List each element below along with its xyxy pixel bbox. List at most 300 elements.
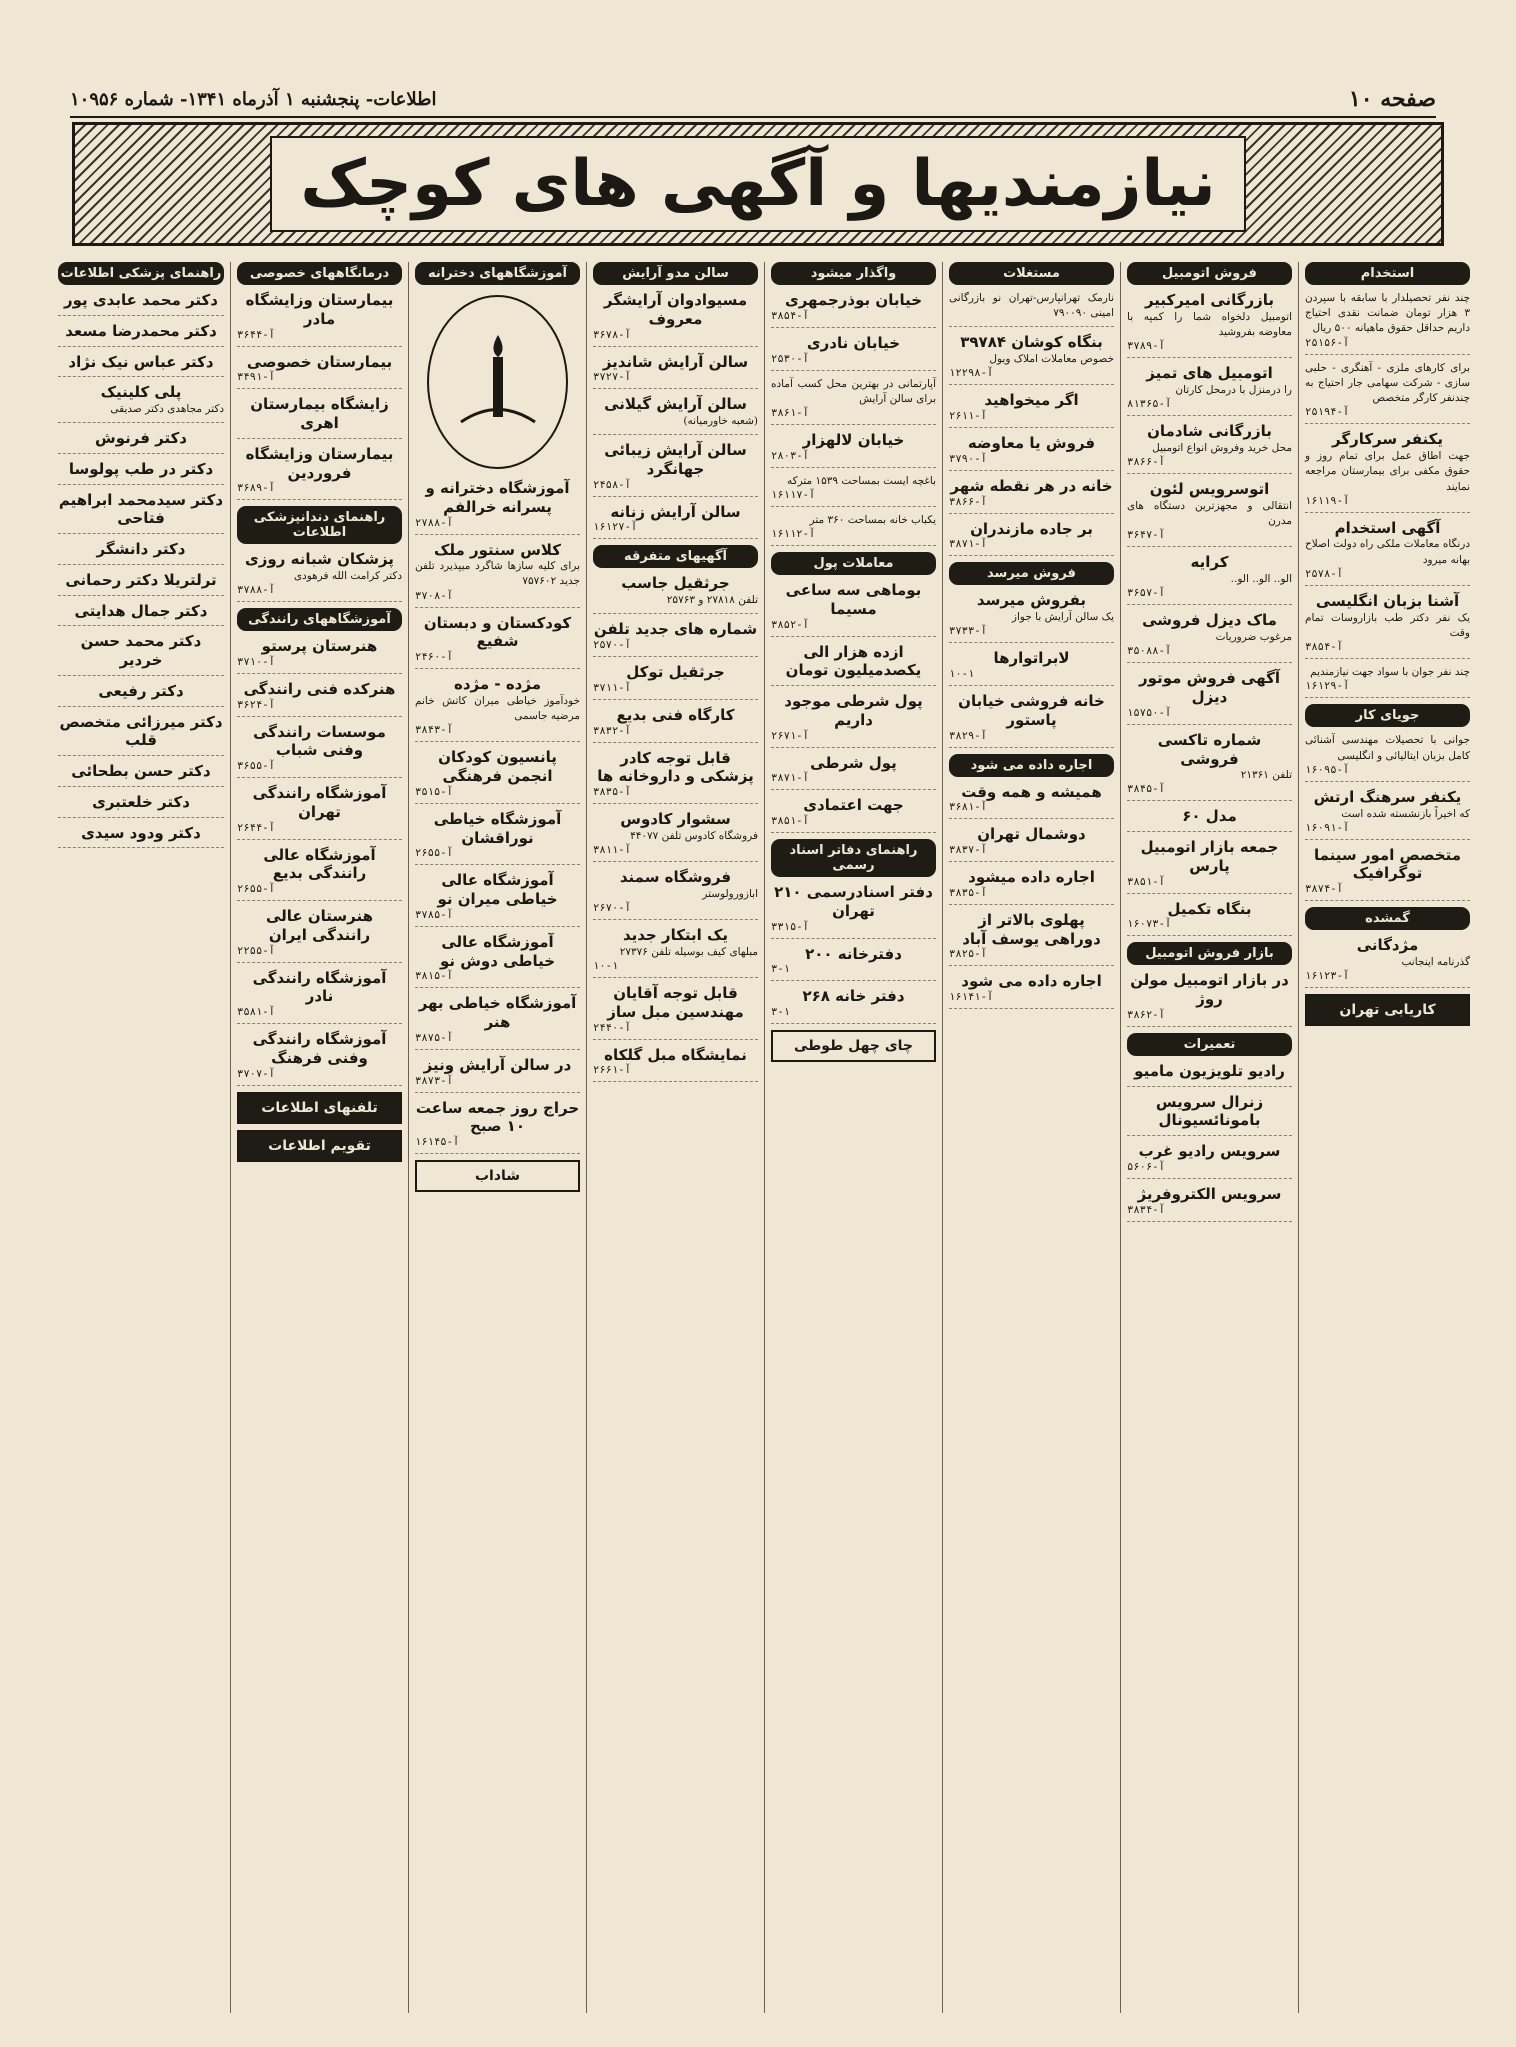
ad-code: آ-۱۶۰۷۳ bbox=[1127, 918, 1172, 931]
classified-ad bbox=[593, 353, 758, 390]
ad-body: مبلهای کیف بوسیله تلفن ۲۷۳۷۶ bbox=[619, 945, 758, 958]
classified-ad bbox=[771, 431, 936, 468]
ad-heading: مسیوادوان آرایشگر معروف bbox=[603, 291, 748, 328]
ad-code: آ-۳۸۱۱ bbox=[593, 844, 631, 857]
classified-ad bbox=[1127, 731, 1292, 802]
display-ad-box: شاداب bbox=[415, 1160, 580, 1192]
ad-code: آ-۳۸۷۵ bbox=[415, 1031, 453, 1044]
ad-heading: دکتر محمدرضا مسعد bbox=[65, 321, 217, 340]
ad-heading: آموزشگاه عالی خیاطی میران نو bbox=[437, 871, 558, 909]
banner-title: نیازمندیها و آگهی های کوچک bbox=[270, 136, 1245, 232]
ad-body: دکتر کرامت الله فرهودی bbox=[293, 570, 402, 582]
classified-ad bbox=[1127, 807, 1292, 832]
classified-ad bbox=[1305, 361, 1470, 425]
classified-ad bbox=[58, 353, 224, 378]
ad-code: آ-۳۸۳۴ bbox=[1127, 1203, 1165, 1216]
ad-body: (شعبه خاورمیانه) bbox=[683, 415, 758, 427]
classified-ad bbox=[1305, 430, 1470, 512]
classified-ad bbox=[593, 441, 758, 497]
classified-ad bbox=[949, 434, 1114, 471]
ad-code: ۱۰-۱ bbox=[593, 960, 619, 973]
ad-heading: بیمارستان وزایشگاه مادر bbox=[245, 291, 394, 328]
ad-heading: در بازار اتومبیل مولن روژ bbox=[1130, 971, 1289, 1009]
classified-ad bbox=[949, 649, 1114, 686]
ad-heading: شماره تاکسی فروشی bbox=[1157, 730, 1262, 768]
classified-ad bbox=[58, 429, 224, 454]
ad-body: یکباب خانه بمساحت ۳۶۰ متر bbox=[809, 513, 936, 526]
section-header: گمشده bbox=[1305, 907, 1470, 930]
classified-column bbox=[230, 262, 408, 2013]
ad-heading: یک ابتکار جدید bbox=[622, 926, 729, 945]
ad-code: آ-۳۵۱۵ bbox=[415, 785, 453, 798]
classified-ad bbox=[771, 643, 936, 687]
classified-ad bbox=[593, 926, 758, 978]
ad-heading: آگهی فروش موتور دیزل bbox=[1139, 669, 1280, 706]
ad-heading: کودکستان و دبستان شفیع bbox=[423, 613, 572, 651]
classified-ad bbox=[771, 474, 936, 507]
classified-ad bbox=[1127, 669, 1292, 725]
ad-body: نارمک تهرانپارس-تهران نو بازرگانی امینی ۷۹۰۰۹۰ bbox=[949, 292, 1114, 320]
ad-heading: زنرال سرویس بامونائسیونال bbox=[1155, 1092, 1264, 1130]
ad-code: ۳-۱ bbox=[771, 963, 790, 976]
classified-ad bbox=[1305, 846, 1470, 902]
classified-ad bbox=[1305, 519, 1470, 586]
ad-heading: سرویس الکتروفریژ bbox=[1137, 1184, 1282, 1203]
classified-ad bbox=[237, 445, 402, 501]
ad-body: جوانی با تحصیلات مهندسی آشنائی کامل بزبان ایتالیائی و انگلیسی bbox=[1305, 734, 1470, 762]
classified-ad bbox=[949, 692, 1114, 748]
classified-ad bbox=[415, 933, 580, 989]
ad-heading: کارگاه فنی بدیع bbox=[616, 705, 735, 724]
ad-heading: فروشگاه سمند bbox=[619, 868, 732, 887]
ad-heading: کرایه bbox=[1190, 553, 1229, 572]
ad-code: آ-۳۶۸۹ bbox=[237, 482, 275, 495]
ad-code: آ-۲۴۵۸ bbox=[593, 478, 631, 491]
classified-ad bbox=[1127, 900, 1292, 937]
section-header: آموزشگاههای رانندگی bbox=[237, 608, 402, 631]
classified-ad bbox=[1127, 1093, 1292, 1137]
ad-heading: هنرستان پرستو bbox=[261, 637, 378, 656]
classified-ad bbox=[415, 541, 580, 608]
ad-heading: بیمارستان خصوصی bbox=[246, 352, 393, 371]
ad-code: آ-۳۵۰۸۸ bbox=[1127, 645, 1172, 658]
ad-body: جهت اطاق عمل برای تمام روز و حقوق مکفی برای بیمارستان مراجعه نمایند bbox=[1305, 450, 1470, 493]
ad-code: آ-۳۸۶۶ bbox=[949, 495, 987, 508]
ad-heading: شماره های جدید تلفن bbox=[593, 620, 758, 639]
display-ad-box: تقویم اطلاعات bbox=[237, 1130, 402, 1162]
classified-ad bbox=[1127, 291, 1292, 358]
ad-code: آ-۱۶۱۱۲ bbox=[771, 528, 816, 541]
classified-ad bbox=[1305, 665, 1470, 698]
classified-ad bbox=[593, 1046, 758, 1083]
ad-code: آ-۳۸۵۲ bbox=[771, 618, 809, 631]
ad-heading: خانه در هر نقطه شهر bbox=[950, 476, 1113, 495]
classified-ad bbox=[949, 868, 1114, 905]
classifieds-banner bbox=[72, 122, 1444, 246]
ad-heading: هنرکده فنی رانندگی bbox=[243, 679, 396, 698]
ad-heading: رادیو تلویزیون مامیو bbox=[1134, 1061, 1285, 1080]
ad-code: آ-۳۵۸۱ bbox=[237, 1006, 275, 1019]
classified-ad bbox=[1127, 1142, 1292, 1179]
ad-body: برای کلیه سازها شاگرد میپذیرد تلفن جدید ۷۵۷۶۰۲ bbox=[415, 560, 580, 588]
ad-body: گذرنامه اینجانب bbox=[1401, 955, 1470, 968]
ad-body: دکتر مجاهدی دکتر صدیقی bbox=[110, 403, 224, 415]
classified-columns bbox=[40, 262, 1476, 2013]
section-header: بازار فروش اتومبیل bbox=[1127, 942, 1292, 965]
ad-heading: آموزشگاه عالی رانندگی بدیع bbox=[263, 845, 376, 883]
ad-code: آ-۳۷۸۸ bbox=[237, 584, 275, 597]
ad-heading: دکتر محمد حسن خردیر bbox=[80, 632, 202, 670]
section-header: سالن مدو آرایش bbox=[593, 262, 758, 285]
ad-code: آ-۲۴۶۰ bbox=[415, 651, 453, 664]
section-header: واگذار میشود bbox=[771, 262, 936, 285]
ad-heading: جمعه بازار اتومبیل پارس bbox=[1140, 838, 1279, 875]
ad-body: ابازورولوستر bbox=[702, 887, 758, 900]
ad-body: آپارتمانی در بهترین محل کسب آماده برای سالن آرایش bbox=[771, 377, 936, 405]
ad-heading: دفتر اسنادرسمی ۲۱۰ تهران bbox=[774, 883, 933, 920]
ad-heading: بر جاده مازندران bbox=[970, 519, 1093, 538]
ad-heading: خیابان لالهزار bbox=[802, 430, 905, 449]
classified-ad bbox=[771, 883, 936, 939]
classified-ad bbox=[58, 491, 224, 535]
ad-code: آ-۳۸۶۶ bbox=[1127, 456, 1165, 469]
ad-code: آ-۳۸۳۵ bbox=[949, 886, 987, 899]
ad-heading: بفروش میرسد bbox=[976, 591, 1087, 610]
section-header: آموزشگاههای دخترانه bbox=[415, 262, 580, 285]
ad-heading: اتوسرویس لئون bbox=[1149, 480, 1270, 499]
ad-heading: جرثقیل توکل bbox=[626, 663, 725, 682]
classified-ad bbox=[1305, 592, 1470, 659]
classified-ad bbox=[237, 550, 402, 602]
ad-heading: دکتر جمال هدایتی bbox=[74, 601, 208, 620]
ad-code: آ-۳۳۱۵ bbox=[771, 920, 809, 933]
ad-heading: پلی کلینیک bbox=[100, 383, 182, 402]
ad-code: آ-۵۶۰۶ bbox=[1127, 1160, 1165, 1173]
ad-heading: بوماهی سه ساعی مسیما bbox=[785, 581, 922, 618]
ad-body: را درمنزل با درمحل کارتان bbox=[1175, 383, 1292, 396]
ad-heading: لابراتوارها bbox=[993, 649, 1070, 668]
ad-heading: هنرستان عالی رانندگی ایران bbox=[265, 907, 374, 944]
classified-ad bbox=[237, 969, 402, 1025]
ad-code: آ-۳۷۳۳ bbox=[949, 625, 987, 638]
ad-heading: سالن آرایش زیبائی جهانگرد bbox=[604, 441, 747, 478]
classified-ad bbox=[58, 632, 224, 676]
ad-code: آ-۳۶۷۸ bbox=[593, 328, 631, 341]
classified-ad bbox=[1127, 1185, 1292, 1222]
ad-heading: بنگاه کوشان ۳۹۷۸۴ bbox=[960, 333, 1103, 352]
ad-heading: دکتر محمد عابدی پور bbox=[64, 291, 218, 309]
classified-ad bbox=[949, 591, 1114, 643]
ad-code: آ-۳۶۵۷ bbox=[1127, 587, 1165, 600]
classified-ad bbox=[237, 907, 402, 963]
classified-column bbox=[52, 262, 230, 2013]
classified-ad bbox=[949, 972, 1114, 1009]
ad-body: الو.. الو.. الو.. bbox=[1230, 573, 1292, 586]
ad-code: آ-۱۶۰۹۵ bbox=[1305, 763, 1350, 776]
ad-body: تلفن ۲۱۳۶۱ bbox=[1240, 769, 1292, 782]
classified-ad bbox=[237, 846, 402, 902]
classified-ad bbox=[593, 868, 758, 920]
ad-code: آ-۱۶۱۴۱ bbox=[949, 991, 994, 1004]
classified-ad bbox=[58, 682, 224, 707]
ad-body: مرغوب ضروریات bbox=[1215, 631, 1292, 644]
ad-code: آ-۳۸۷۳ bbox=[415, 1074, 453, 1087]
ad-heading: دکتر رفیعی bbox=[98, 681, 184, 700]
classified-ad bbox=[949, 477, 1114, 514]
classified-ad bbox=[949, 825, 1114, 862]
classified-ad bbox=[415, 994, 580, 1050]
classified-column bbox=[1298, 262, 1476, 2013]
classified-ad bbox=[415, 1056, 580, 1093]
ad-heading: آموزشگاه رانندگی تهران bbox=[252, 784, 387, 821]
display-ad-box: تلفنهای اطلاعات bbox=[237, 1092, 402, 1124]
ad-heading: یکنفر سرکارگر bbox=[1332, 430, 1443, 449]
ad-code: آ-۲۷۸۸ bbox=[415, 516, 453, 529]
ad-body: اتومبیل دلخواه شما را کمپه با معاوضه بفروشید bbox=[1127, 310, 1292, 338]
ad-heading: دوشمال تهران bbox=[977, 825, 1086, 844]
ad-code: آ-۳۷۰۸ bbox=[415, 589, 453, 602]
section-header: استخدام bbox=[1305, 262, 1470, 285]
classified-ad bbox=[949, 520, 1114, 557]
ad-heading: زایشگاه بیمارستان اهری bbox=[250, 395, 389, 432]
ad-heading: جرثقیل جاسب bbox=[621, 574, 730, 593]
classified-ad bbox=[237, 680, 402, 717]
classified-ad bbox=[58, 322, 224, 347]
section-header: راهنمای دفاتر اسناد رسمی bbox=[771, 839, 936, 877]
ad-code: آ-۲۵۷۸ bbox=[1305, 567, 1343, 580]
ad-heading: ترلتریلا دکتر رحمانی bbox=[65, 570, 217, 589]
ad-code: آ-۳۸۵۱ bbox=[1127, 875, 1165, 888]
section-header: راهنمای دندانپزشکی اطلاعات bbox=[237, 506, 402, 544]
classified-ad bbox=[58, 793, 224, 818]
classified-ad bbox=[593, 984, 758, 1040]
classified-ad bbox=[58, 602, 224, 627]
classified-ad bbox=[1127, 364, 1292, 416]
classified-column bbox=[1120, 262, 1298, 2013]
ad-code: آ-۳۴۹۱ bbox=[237, 371, 275, 384]
ad-code: آ-۲۶۷۰ bbox=[593, 902, 631, 915]
ad-code: آ-۳۸۷۱ bbox=[771, 772, 809, 785]
ad-code: آ-۳۶۴۴ bbox=[237, 328, 275, 341]
ad-code: آ-۲۶۱۱ bbox=[949, 410, 987, 423]
ad-heading: اتومبیل های تمیز bbox=[1146, 364, 1273, 383]
classified-ad bbox=[771, 796, 936, 833]
section-header: درمانگاههای خصوصی bbox=[237, 262, 402, 285]
classified-ad bbox=[949, 333, 1114, 385]
ad-heading: آموزشگاه عالی خیاطی دوش نو bbox=[439, 932, 556, 970]
ad-code: آ-۱۶۰۹۱ bbox=[1305, 821, 1350, 834]
ad-heading: مژدگانی bbox=[1356, 936, 1419, 955]
ad-heading: سشوار کادوس bbox=[620, 810, 731, 829]
ad-heading: پزشکان شبانه روزی bbox=[245, 550, 394, 569]
classified-column bbox=[408, 262, 586, 2013]
classified-ad bbox=[771, 945, 936, 982]
ad-body: چند نفر تحصیلدار با سابقه با سپردن ۳ هزار تومان ضمانت نقدی احتیاج داریم حداقل حقوق ماهیانه ۵۰۰ ریال bbox=[1305, 292, 1470, 335]
ad-code: آ-۳۸۶۱ bbox=[771, 406, 809, 419]
classified-ad bbox=[1127, 838, 1292, 894]
classified-ad bbox=[1305, 936, 1470, 988]
classified-ad bbox=[771, 987, 936, 1024]
ad-heading: در سالن آرایش ونیز bbox=[423, 1055, 572, 1074]
section-header: فروش میرسد bbox=[949, 562, 1114, 585]
classified-ad bbox=[771, 377, 936, 425]
classified-ad bbox=[771, 291, 936, 328]
ad-code: آ-۳۸۱۵ bbox=[415, 970, 453, 983]
ad-body: خصوص معاملات املاک ویول bbox=[989, 353, 1114, 366]
classified-ad bbox=[771, 513, 936, 546]
section-header: معاملات پول bbox=[771, 552, 936, 575]
ad-heading: ماک دیزل فروشی bbox=[1142, 611, 1277, 630]
ad-code: آ-۲۶۷۱ bbox=[771, 729, 809, 742]
classified-ad bbox=[237, 291, 402, 347]
classified-ad bbox=[1305, 733, 1470, 781]
section-header: فروش اتومبیل bbox=[1127, 262, 1292, 285]
ad-code: آ-۳۷۸۹ bbox=[1127, 340, 1165, 353]
ad-heading: دکتر میرزائی متخصص قلب bbox=[59, 712, 223, 750]
classified-ad bbox=[415, 675, 580, 742]
classified-ad bbox=[1305, 291, 1470, 355]
section-header: اجاره داده می شود bbox=[949, 754, 1114, 777]
ad-heading: آموزشگاه رانندگی نادر bbox=[252, 968, 387, 1006]
ad-code: ۳-۱ bbox=[771, 1006, 790, 1019]
ad-code: آ-۲۶۴۴ bbox=[237, 821, 275, 834]
ad-code: ۸۱۳۶۵-آ bbox=[1127, 398, 1172, 411]
ad-heading: حراج روز جمعه ساعت ۱۰ صبح bbox=[415, 1098, 580, 1136]
ad-heading: اگر میخواهید bbox=[984, 391, 1079, 410]
ad-heading: فروش یا معاوضه bbox=[967, 434, 1096, 453]
ad-code: آ-۳۷۲۷ bbox=[593, 371, 631, 384]
ad-code: آ-۳۸۷۱ bbox=[949, 538, 987, 551]
ad-heading: یکنفر سرهنگ ارتش bbox=[1313, 787, 1462, 806]
classified-ad bbox=[237, 784, 402, 840]
classified-ad bbox=[593, 706, 758, 743]
ad-body: درنگاه معاملات ملکی راه دولت اصلاح بهانه میرود bbox=[1305, 538, 1470, 566]
ad-code: آ-۱۶۱۲۳ bbox=[1305, 970, 1350, 983]
classified-ad bbox=[1127, 611, 1292, 663]
ad-code: آ-۱۶۱۲۷ bbox=[593, 521, 638, 534]
ad-heading: دکتر در طب پولوسا bbox=[68, 459, 214, 478]
classified-ad bbox=[1127, 553, 1292, 605]
classified-ad bbox=[58, 460, 224, 485]
ad-body: یک نفر دکتر طب بازاروسات تمام وقت bbox=[1305, 611, 1470, 639]
classified-ad bbox=[237, 395, 402, 439]
ad-heading: دکتر فرنوش bbox=[95, 429, 187, 448]
classified-ad bbox=[593, 620, 758, 657]
classified-ad bbox=[58, 824, 224, 849]
classified-column bbox=[942, 262, 1120, 2013]
ad-heading: آموزشگاه دخترانه و پسرانه خرالفم bbox=[425, 479, 570, 516]
ad-code: آ-۳۶۲۴ bbox=[237, 698, 275, 711]
ad-heading: خیابان نادری bbox=[806, 333, 901, 352]
display-ad-box: چای چهل طوطی bbox=[771, 1030, 936, 1062]
ad-body: فروشگاه کادوس تلفن ۴۴۰۷۷ bbox=[630, 829, 758, 842]
ad-heading: خیابان بوذرجمهری bbox=[784, 291, 923, 309]
ad-heading: جهت اعتمادی bbox=[803, 796, 904, 815]
classified-ad bbox=[593, 395, 758, 435]
classified-ad bbox=[1127, 1062, 1292, 1087]
classified-ad bbox=[593, 810, 758, 862]
ad-code: آ-۲۸۰۳ bbox=[771, 449, 809, 462]
classified-ad bbox=[593, 291, 758, 347]
ad-code: آ-۳۸۴۳ bbox=[415, 724, 453, 737]
ad-code: آ-۲۲۵۵ bbox=[237, 944, 275, 957]
ad-heading: اجاره داده میشود bbox=[968, 868, 1095, 887]
classified-ad bbox=[237, 637, 402, 674]
ad-heading: دکتر سیدمحمد ابراهیم فتاحی bbox=[58, 490, 224, 528]
ad-heading: پانسیون کودکان انجمن فرهنگی bbox=[438, 748, 557, 786]
ad-code: آ-۳۸۲۹ bbox=[949, 729, 987, 742]
classified-ad bbox=[771, 581, 936, 637]
ad-heading: سالن آرایش شاندیز bbox=[602, 352, 749, 371]
classified-ad bbox=[1127, 971, 1292, 1027]
classified-ad bbox=[593, 503, 758, 540]
ad-heading: بنگاه تکمیل bbox=[1167, 899, 1252, 918]
ad-code: ۱۰-۱ bbox=[949, 668, 975, 681]
classified-column bbox=[764, 262, 942, 2013]
ad-body: خودآموز خیاطی میران کاتش خانم مرضیه جاسمی bbox=[415, 694, 580, 723]
ad-code: آ-۳۷۸۵ bbox=[415, 908, 453, 921]
classified-ad bbox=[58, 713, 224, 757]
ad-body: چند نفر جوان با سواد جهت نیازمندیم bbox=[1310, 666, 1470, 679]
section-header: مستغلات bbox=[949, 262, 1114, 285]
ad-heading: پول شرطی موجود داریم bbox=[784, 692, 923, 729]
ad-heading: آگهی استخدام bbox=[1334, 518, 1441, 537]
ad-heading: پول شرطی bbox=[810, 753, 897, 772]
section-header: جویای کار bbox=[1305, 704, 1470, 727]
display-ad-box: کاریابی تهران bbox=[1305, 994, 1470, 1026]
classified-ad bbox=[593, 749, 758, 805]
ad-code: آ-۲۶۵۵ bbox=[237, 883, 275, 896]
classified-ad bbox=[415, 871, 580, 927]
classified-ad bbox=[415, 748, 580, 804]
classified-ad bbox=[237, 723, 402, 779]
ad-heading: آشنا بزبان انگلیسی bbox=[1315, 591, 1460, 610]
ad-code: آ-۲۵۳۰ bbox=[771, 352, 809, 365]
ad-heading: کلاس سنتور ملک bbox=[433, 540, 562, 559]
ad-code: آ-۳۸۳۷ bbox=[949, 844, 987, 857]
classified-ad bbox=[949, 291, 1114, 327]
ad-body: انتقالی و مجهزترین دستگاه های مدرن bbox=[1127, 499, 1292, 528]
ad-code: آ-۳۸۳۲ bbox=[593, 724, 631, 737]
classified-ad bbox=[58, 540, 224, 565]
issue-line: اطلاعات- پنجشنبه ۱ آذرماه ۱۳۴۱- شماره ۱۰۹۵۶ bbox=[70, 88, 437, 110]
ad-code: ۱۶۱۲۹-آ bbox=[1305, 680, 1350, 693]
ad-heading: موسسات رانندگی وفنی شباب bbox=[253, 722, 386, 760]
section-header: تعمیرات bbox=[1127, 1033, 1292, 1056]
ad-heading: آموزشگاه رانندگی وفنی فرهنگ bbox=[252, 1030, 387, 1067]
classified-ad bbox=[1127, 480, 1292, 547]
ad-code: آ-۳۸۵۴ bbox=[1305, 641, 1343, 654]
ad-code: آ-۲۴۴۰ bbox=[593, 1021, 631, 1034]
ad-code: آ-۳۷۹۰ bbox=[949, 452, 987, 465]
ad-body: باغچه ایست بمساحت ۱۵۳۹ مترکه bbox=[786, 474, 936, 487]
ad-heading: متخصص امور سینما توگرافیک bbox=[1313, 845, 1462, 883]
ad-heading: بازرگانی شادمان bbox=[1147, 422, 1272, 441]
ad-code: آ-۳۸۵۴ bbox=[771, 309, 809, 322]
ad-code: آ-۲۶۵۵ bbox=[415, 847, 453, 860]
ad-heading: دفترخانه ۲۰۰ bbox=[805, 944, 902, 963]
ad-heading: بازرگانی امیرکبیر bbox=[1144, 291, 1275, 309]
classified-ad bbox=[58, 571, 224, 596]
ad-heading: بیمارستان وزایشگاه فروردین bbox=[245, 444, 394, 482]
ad-code: آ-۳۸۳۵ bbox=[593, 786, 631, 799]
ad-code: آ-۳۸۴۵ bbox=[1127, 783, 1165, 796]
ad-heading: ازده هزار الی یکصدمیلیون تومان bbox=[785, 642, 922, 680]
ad-code: آ-۳۷۱۱ bbox=[593, 681, 631, 694]
ad-code: آ-۲۵۷۰ bbox=[593, 639, 631, 652]
classified-column bbox=[586, 262, 764, 2013]
classified-ad bbox=[58, 291, 224, 316]
